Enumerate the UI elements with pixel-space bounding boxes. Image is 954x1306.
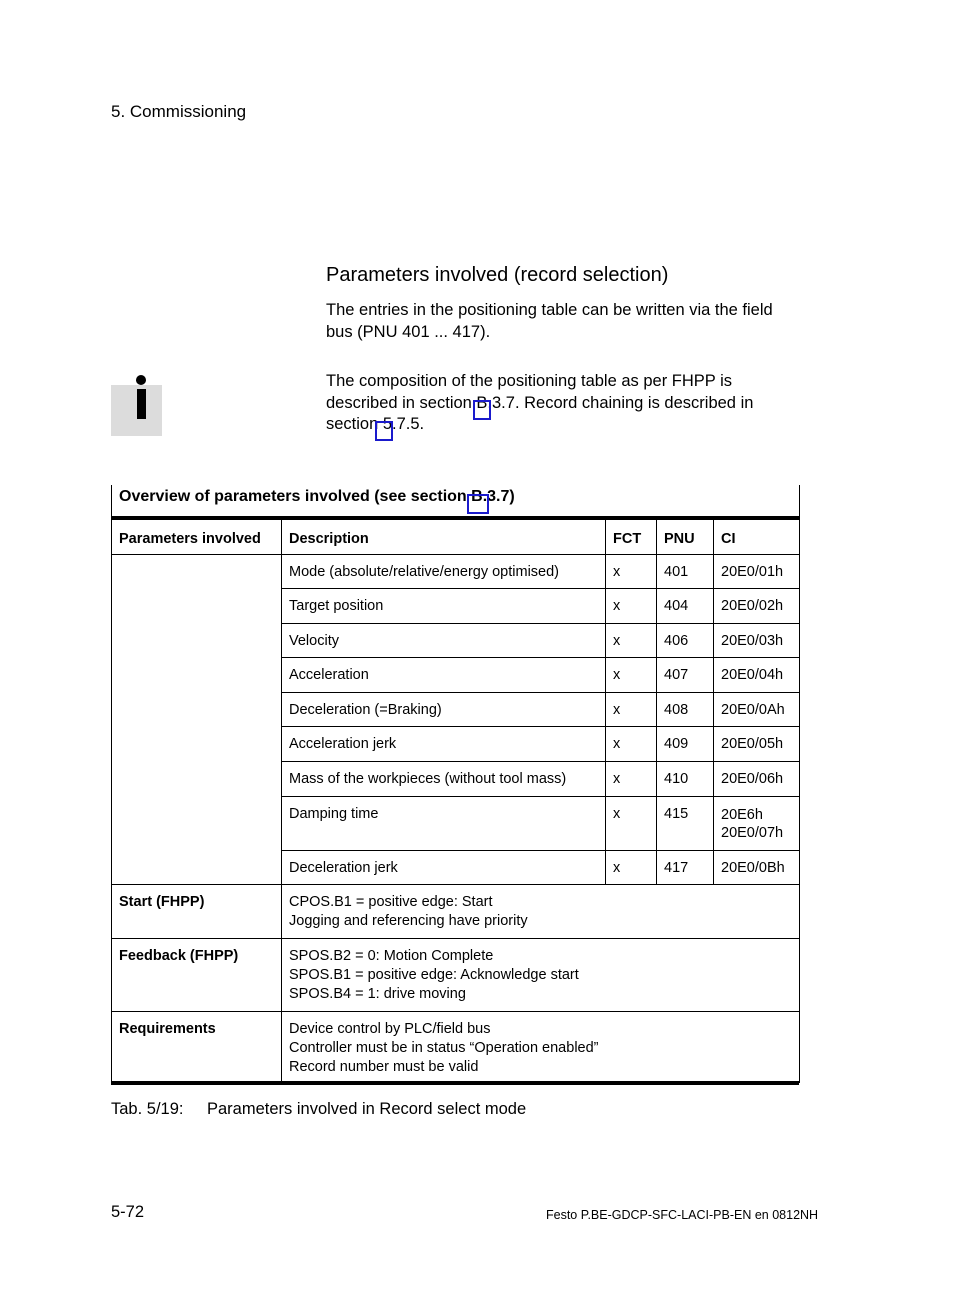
text-line: SPOS.B2 = 0: Motion Complete [289,947,494,964]
text-line: SPOS.B4 = 1: drive moving [289,985,466,1002]
col-header-pnu: PNU [657,518,714,554]
parameters-group-cell [112,554,282,884]
col-header-description: Description [282,518,606,554]
table-caption [111,1100,526,1119]
fct-cell: x [606,762,657,797]
description-cell: Deceleration jerk [282,850,606,884]
fct-cell: x [606,658,657,693]
ci-cell: 20E0/0Bh [714,850,800,884]
pnu-cell: 408 [657,692,714,727]
description-cell: Deceleration (=Braking) [282,692,606,727]
note-paragraph: The composition of the positioning table as per FHPP is described in section B.3.7. Record chaining is described in section 5.7.5. [326,372,754,433]
table-title: Overview of parameters involved (see section B.3.7) [112,485,800,518]
pnu-cell: 417 [657,850,714,884]
pnu-cell: 409 [657,727,714,762]
ci-line: 20E0/07h [721,824,784,841]
fct-cell: x [606,692,657,727]
requirements-row [112,1011,800,1082]
description-cell: Acceleration jerk [282,727,606,762]
text-line: Record number must be valid [289,1058,479,1075]
start-row [112,884,800,938]
page-number: 5-72 [111,1203,145,1221]
col-header-parameters: Parameters involved [112,518,282,554]
ci-cell: 20E0/01h [714,554,800,589]
feedback-label: Feedback (FHPP) [112,938,282,1011]
description-cell: Damping time [282,796,606,850]
ci-cell: 20E0/03h [714,623,800,658]
ci-cell: 20E0/05h [714,727,800,762]
col-header-fct: FCT [606,518,657,554]
fct-cell: x [606,554,657,589]
description-cell: Mode (absolute/relative/energy optimised) [282,554,606,589]
caption-label: Tab. 5/19: [111,1100,184,1118]
text-line: Jogging and referencing have priority [289,912,528,929]
table-row [112,554,800,589]
fct-cell: x [606,589,657,624]
description-cell: Mass of the workpieces (without tool mass) [282,762,606,797]
pnu-cell: 401 [657,554,714,589]
xref-link-b37[interactable] [473,400,491,420]
pnu-cell: 410 [657,762,714,797]
ci-cell: 20E0/02h [714,589,800,624]
requirements-label: Requirements [112,1011,282,1082]
xref-link-575[interactable] [375,421,393,441]
section-title: Parameters involved (record selection) [326,264,669,286]
document-reference: Festo P.BE-GDCP-SFC-LACI-PB-EN en 0812NH [546,1208,819,1222]
text-line: CPOS.B1 = positive edge: Start [289,893,493,910]
description-cell: Acceleration [282,658,606,693]
pnu-cell: 404 [657,589,714,624]
table-bottom-rule [111,1081,799,1085]
xref-link-b37-table[interactable] [467,494,489,514]
text-line: Controller must be in status “Operation enabled” [289,1039,599,1056]
info-icon [111,385,162,436]
description-cell: Target position [282,589,606,624]
start-label: Start (FHPP) [112,884,282,938]
ci-cell: 20E0/06h [714,762,800,797]
start-description [282,884,800,938]
pnu-cell: 407 [657,658,714,693]
caption-text: Parameters involved in Record select mode [207,1100,527,1118]
ci-cell [714,796,800,850]
requirements-description [282,1011,800,1082]
feedback-description [282,938,800,1011]
fct-cell: x [606,623,657,658]
col-header-ci: CI [714,518,800,554]
feedback-row [112,938,800,1011]
pnu-cell: 406 [657,623,714,658]
table-header-row [112,518,800,554]
description-cell: Velocity [282,623,606,658]
pnu-cell: 415 [657,796,714,850]
ci-cell: 20E0/0Ah [714,692,800,727]
text-line: SPOS.B1 = positive edge: Acknowledge start [289,966,579,983]
fct-cell: x [606,796,657,850]
intro-paragraph: The entries in the positioning table can be written via the field bus (PNU 401 ... 417). [326,301,773,341]
fct-cell: x [606,727,657,762]
ci-line: 20E6h [721,806,763,823]
parameters-table [111,485,799,1083]
ci-cell: 20E0/04h [714,658,800,693]
fct-cell: x [606,850,657,884]
text-line: Device control by PLC/field bus [289,1020,491,1037]
chapter-heading: 5. Commissioning [111,102,247,121]
